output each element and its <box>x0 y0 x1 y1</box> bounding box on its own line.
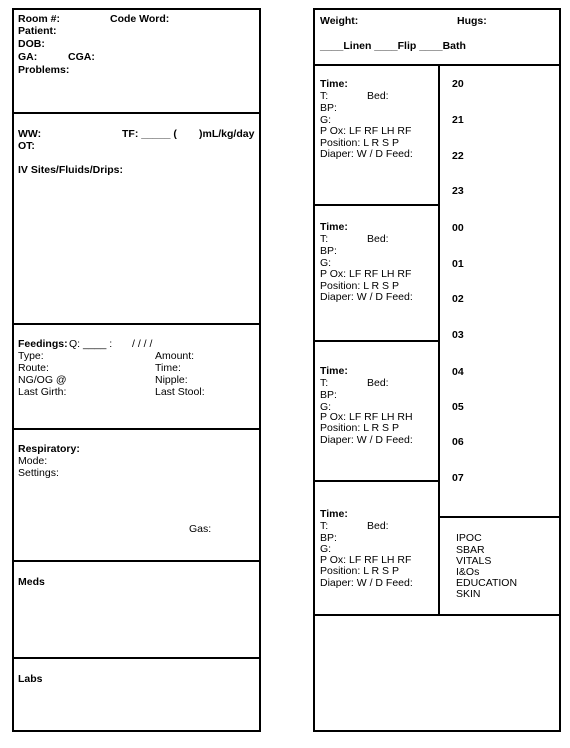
patient-label: Patient: <box>18 25 57 37</box>
divider <box>14 560 259 562</box>
ww-label: WW: <box>18 128 42 140</box>
feedings-title: Feedings: <box>18 338 68 350</box>
right-column <box>313 8 561 732</box>
hugs-label: Hugs: <box>457 15 487 27</box>
feed-nipple-label: Nipple: <box>155 374 188 386</box>
divider <box>438 516 559 518</box>
linen-flip-bath: ____Linen ____Flip ____Bath <box>320 40 466 52</box>
labs-title: Labs <box>18 673 43 685</box>
vitals-position-label: Position: L R S P <box>320 422 399 434</box>
room-label: Room #: <box>18 13 60 25</box>
feed-girth-label: Last Girth: <box>18 386 67 398</box>
ot-label: OT: <box>18 140 35 152</box>
resp-mode-label: Mode: <box>18 455 48 467</box>
resp-settings-label: Settings: <box>18 467 59 479</box>
divider <box>315 204 440 206</box>
iv-label: IV Sites/Fluids/Drips: <box>18 164 124 176</box>
divider <box>14 428 259 430</box>
vitals-bed-label: Bed: <box>367 377 389 389</box>
hour-label: 06 <box>452 436 464 448</box>
cga-label: CGA: <box>68 51 95 63</box>
vitals-g-label: G: <box>320 114 332 126</box>
hour-label: 05 <box>452 401 464 413</box>
hour-label: 04 <box>452 366 464 378</box>
checklist-item: IPOC <box>456 532 482 544</box>
vitals-pox-label: P Ox: LF RF LH RH <box>320 411 413 423</box>
hour-label: 07 <box>452 472 464 484</box>
vitals-bp-label: BP: <box>320 389 337 401</box>
vitals-bed-label: Bed: <box>367 520 389 532</box>
vitals-pox-label: P Ox: LF RF LH RF <box>320 125 412 137</box>
feed-ngog-label: NG/OG @ <box>18 374 67 386</box>
vitals-diaper-label: Diaper: W / D Feed: <box>320 148 413 160</box>
checklist-item: SKIN <box>456 588 481 600</box>
vitals-diaper-label: Diaper: W / D Feed: <box>320 434 413 446</box>
tf-unit: )mL/kg/day <box>199 128 255 140</box>
hour-label: 01 <box>452 258 464 270</box>
ga-label: GA: <box>18 51 38 63</box>
vitals-t-label: T: <box>320 520 329 532</box>
hour-label: 00 <box>452 222 464 234</box>
code-word-label: Code Word: <box>110 13 170 25</box>
left-column <box>12 8 261 732</box>
hour-label: 21 <box>452 114 464 126</box>
weight-label: Weight: <box>320 15 359 27</box>
vitals-t-label: T: <box>320 377 329 389</box>
vitals-bp-label: BP: <box>320 532 337 544</box>
divider <box>14 323 259 325</box>
hour-label: 20 <box>452 78 464 90</box>
divider <box>14 657 259 659</box>
problems-label: Problems: <box>18 64 70 76</box>
vitals-bp-label: BP: <box>320 245 337 257</box>
feedings-slashes: / / / / <box>132 338 153 350</box>
vitals-time-label: Time: <box>320 508 348 520</box>
tf-label: TF: _____ ( <box>122 128 177 140</box>
feed-stool-label: Last Stool: <box>155 386 205 398</box>
feed-type-label: Type: <box>18 350 44 362</box>
vitals-g-label: G: <box>320 401 332 413</box>
checklist-item: EDUCATION <box>456 577 518 589</box>
resp-gas-label: Gas: <box>189 523 212 535</box>
vitals-pox-label: P Ox: LF RF LH RF <box>320 554 412 566</box>
vitals-t-label: T: <box>320 90 329 102</box>
vitals-g-label: G: <box>320 257 332 269</box>
dob-label: DOB: <box>18 38 45 50</box>
hour-label: 23 <box>452 185 464 197</box>
checklist-item: VITALS <box>456 555 492 567</box>
resp-title: Respiratory: <box>18 443 80 455</box>
hour-label: 02 <box>452 293 464 305</box>
vitals-bp-label: BP: <box>320 102 337 114</box>
divider <box>315 614 559 616</box>
divider <box>315 480 440 482</box>
vitals-time-label: Time: <box>320 365 348 377</box>
divider <box>315 340 440 342</box>
vitals-position-label: Position: L R S P <box>320 137 399 149</box>
vitals-g-label: G: <box>320 543 332 555</box>
feed-time-label: Time: <box>155 362 181 374</box>
vitals-pox-label: P Ox: LF RF LH RF <box>320 268 412 280</box>
vitals-time-label: Time: <box>320 221 348 233</box>
checklist-item: I&Os <box>456 566 480 578</box>
divider <box>14 112 259 114</box>
feed-route-label: Route: <box>18 362 49 374</box>
hour-label: 03 <box>452 329 464 341</box>
vitals-diaper-label: Diaper: W / D Feed: <box>320 577 413 589</box>
checklist-item: SBAR <box>456 544 485 556</box>
meds-title: Meds <box>18 576 45 588</box>
vitals-bed-label: Bed: <box>367 90 389 102</box>
hour-label: 22 <box>452 150 464 162</box>
divider <box>315 64 559 66</box>
vitals-diaper-label: Diaper: W / D Feed: <box>320 291 413 303</box>
vitals-t-label: T: <box>320 233 329 245</box>
feedings-q: Q: ____ : <box>69 338 113 350</box>
vitals-position-label: Position: L R S P <box>320 280 399 292</box>
feed-amount-label: Amount: <box>155 350 195 362</box>
vitals-time-label: Time: <box>320 78 348 90</box>
vitals-position-label: Position: L R S P <box>320 565 399 577</box>
vitals-bed-label: Bed: <box>367 233 389 245</box>
